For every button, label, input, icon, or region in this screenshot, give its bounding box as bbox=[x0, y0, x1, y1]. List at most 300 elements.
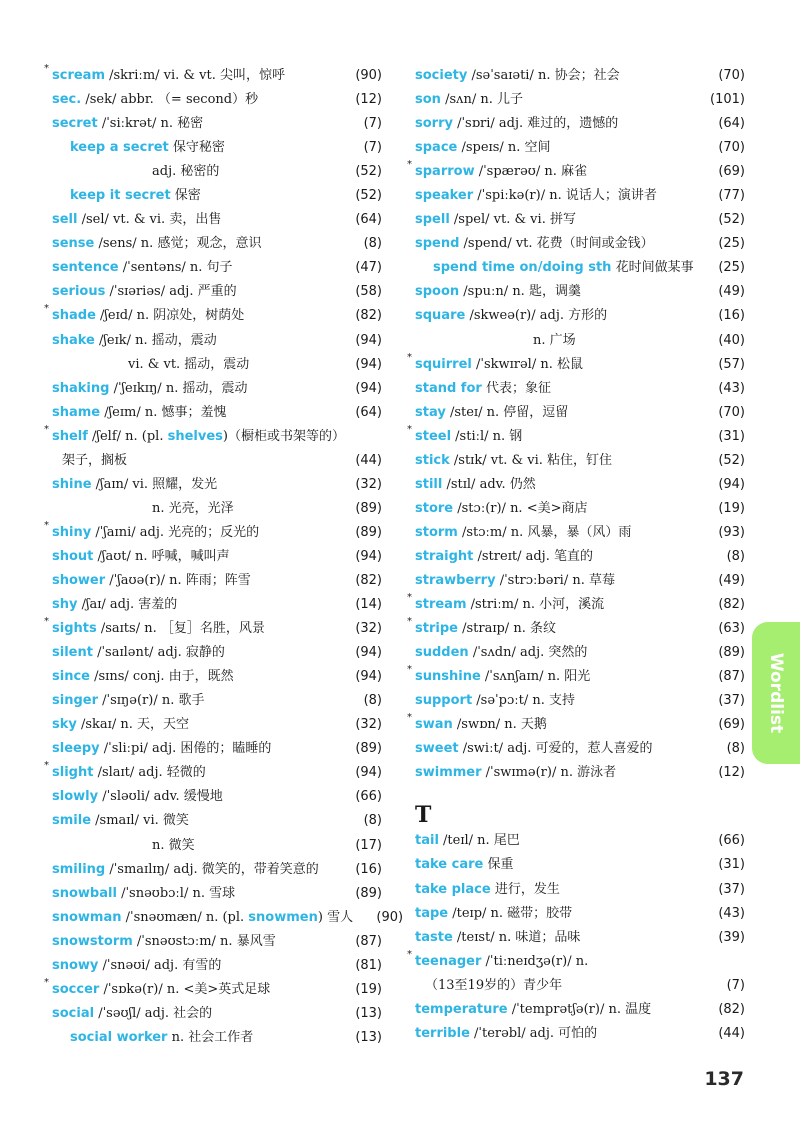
entry-text bbox=[415, 136, 695, 160]
definition: /stɪl/ adv. 仍然 bbox=[442, 476, 536, 492]
headword: slight bbox=[52, 765, 94, 781]
entry-text bbox=[415, 64, 695, 88]
definition: /ˈʃaɪni/ adj. 光亮的；反光的 bbox=[91, 524, 260, 540]
page-reference: (49) bbox=[718, 572, 745, 588]
entry-text bbox=[52, 280, 332, 304]
page-reference: (37) bbox=[718, 693, 745, 709]
page-reference: (16) bbox=[718, 308, 745, 324]
entry-text bbox=[415, 593, 695, 617]
wordlist-entry bbox=[415, 737, 745, 761]
page-reference: (40) bbox=[718, 332, 745, 348]
page-reference: (70) bbox=[718, 68, 745, 83]
definition: /ˈsəʊʃl/ adj. 社会的 bbox=[94, 1005, 213, 1021]
headword: shower bbox=[52, 572, 106, 588]
page-reference: (32) bbox=[355, 717, 382, 733]
page-reference: (19) bbox=[718, 500, 745, 516]
page-reference: (89) bbox=[718, 645, 745, 661]
definition: /ˈsliːpi/ adj. 困倦的；瞌睡的 bbox=[99, 741, 272, 757]
wordlist-entry bbox=[415, 88, 745, 112]
page-reference: (8) bbox=[363, 236, 382, 252]
page-reference: (52) bbox=[718, 212, 745, 228]
wordlist-entry bbox=[52, 689, 382, 713]
entry-text bbox=[52, 497, 332, 521]
definition: vi. & vt. 摇动，震动 bbox=[128, 356, 250, 372]
page-reference: (90) bbox=[376, 909, 404, 925]
headword: sorry bbox=[415, 116, 453, 132]
page-reference: (70) bbox=[718, 404, 745, 420]
definition: 保守秘密 bbox=[168, 140, 225, 156]
entry-text bbox=[52, 232, 332, 256]
definition: /ˈstrɔːbəri/ n. 草莓 bbox=[495, 572, 615, 588]
definition: /steɪ/ n. 停留，逗留 bbox=[445, 404, 569, 420]
wordlist-entry bbox=[415, 521, 745, 545]
wordlist-entry bbox=[44, 616, 382, 641]
headword: spend bbox=[415, 236, 460, 252]
page-reference: (7) bbox=[363, 140, 382, 156]
wordlist-entry bbox=[52, 545, 382, 569]
wordlist-entry bbox=[52, 569, 382, 593]
headword: sleepy bbox=[52, 741, 100, 757]
definition: /ˈterəbl/ adj. 可怕的 bbox=[469, 1025, 598, 1041]
wordlist-entry bbox=[415, 184, 745, 208]
wordlist-entry bbox=[52, 449, 382, 473]
wordlist-entry bbox=[52, 280, 382, 304]
entry-text bbox=[415, 473, 695, 497]
page-reference: (25) bbox=[718, 260, 745, 276]
definition: /skaɪ/ n. 天，天空 bbox=[76, 717, 189, 733]
entry-text bbox=[415, 878, 695, 902]
definition: /ˈsnəʊmæn/ n. (pl. bbox=[121, 909, 249, 925]
entry-text bbox=[415, 329, 695, 353]
headword: take place bbox=[415, 881, 491, 897]
wordlist-entry bbox=[407, 423, 745, 449]
definition: /ʃaɪn/ vi. 照耀，发光 bbox=[91, 476, 218, 492]
headword: space bbox=[415, 140, 458, 156]
wordlist-entry bbox=[52, 858, 382, 882]
headword: sense bbox=[52, 236, 95, 252]
entry-text bbox=[415, 425, 695, 449]
page-reference: (8) bbox=[363, 693, 382, 709]
wordlist-entry bbox=[407, 351, 745, 377]
wordlist-entry bbox=[407, 159, 745, 184]
headword: straight bbox=[415, 548, 474, 564]
entry-text bbox=[52, 304, 332, 328]
page-reference: (89) bbox=[355, 524, 382, 540]
definition: /slaɪt/ adj. 轻微的 bbox=[93, 765, 206, 781]
entry-text bbox=[415, 521, 695, 545]
headword: spoon bbox=[415, 284, 460, 300]
headword: society bbox=[415, 68, 468, 83]
entry-text bbox=[415, 1022, 695, 1046]
headword: shaking bbox=[52, 380, 110, 396]
entry-text bbox=[52, 136, 332, 160]
star-marker-icon: * bbox=[44, 519, 49, 531]
entry-text bbox=[52, 834, 332, 858]
wordlist-entry bbox=[52, 377, 382, 401]
wordlist-entry bbox=[52, 641, 382, 665]
definition: /spel/ vt. & vi. 拼写 bbox=[449, 212, 576, 228]
definition: 架子，搁板 bbox=[62, 452, 128, 468]
wordlist-entry bbox=[415, 829, 745, 853]
entry-text bbox=[52, 425, 345, 449]
entry-text bbox=[415, 761, 695, 785]
definition: 保重 bbox=[483, 857, 514, 873]
definition: /sɪns/ conj. 由于，既然 bbox=[89, 669, 234, 685]
headword: social worker bbox=[70, 1029, 168, 1045]
headword: snowball bbox=[52, 885, 117, 901]
page-reference: (94) bbox=[355, 765, 382, 781]
wordlist-entry bbox=[52, 401, 382, 425]
wordlist-entry bbox=[415, 926, 745, 950]
wordlist-entry bbox=[52, 665, 382, 689]
entry-text bbox=[52, 449, 332, 473]
headword: still bbox=[415, 476, 443, 492]
page-reference: (49) bbox=[718, 284, 745, 300]
definition: adj. 秘密的 bbox=[152, 164, 220, 180]
headword: soccer bbox=[52, 981, 100, 997]
definition: /speɪs/ n. 空间 bbox=[457, 140, 551, 156]
page-number: 137 bbox=[704, 1068, 744, 1090]
headword: store bbox=[415, 500, 454, 516]
definition: /ʃeɪm/ n. 憾事；羞愧 bbox=[100, 404, 227, 420]
entry-text bbox=[415, 184, 695, 208]
headword: shelf bbox=[52, 428, 88, 444]
page-reference: (44) bbox=[718, 1025, 745, 1041]
page-reference: (69) bbox=[718, 164, 745, 180]
page-reference: (94) bbox=[355, 645, 382, 661]
headword: teenager bbox=[415, 953, 482, 969]
headword: snowy bbox=[52, 957, 99, 973]
page-reference: (82) bbox=[355, 308, 382, 324]
definition: /səˈpɔːt/ n. 支持 bbox=[472, 693, 575, 709]
wordlist-entry bbox=[44, 760, 382, 785]
wordlist-entry bbox=[407, 948, 745, 974]
wordlist-entry bbox=[44, 423, 382, 449]
headword: stripe bbox=[415, 621, 458, 637]
wordlist-entry bbox=[52, 112, 382, 136]
wordlist-entry bbox=[44, 519, 382, 545]
definition: 代表；象征 bbox=[481, 380, 551, 396]
star-marker-icon: * bbox=[407, 592, 412, 604]
wordlist-entry bbox=[52, 593, 382, 617]
definition: /ˈspiːkə(r)/ n. 说话人；演讲者 bbox=[473, 188, 657, 204]
wordlist-entry bbox=[52, 497, 382, 521]
star-marker-icon: * bbox=[44, 423, 49, 435]
star-marker-icon: * bbox=[44, 303, 49, 315]
entry-text bbox=[52, 353, 332, 377]
star-marker-icon: * bbox=[407, 159, 412, 171]
entry-text bbox=[52, 401, 332, 425]
definition: /teɪp/ n. 磁带；胶带 bbox=[448, 905, 573, 921]
definition: 保密 bbox=[170, 188, 201, 204]
star-marker-icon: * bbox=[44, 760, 49, 772]
definition: /teɪst/ n. 味道；品味 bbox=[452, 929, 581, 945]
headword: since bbox=[52, 669, 90, 685]
headword: squirrel bbox=[415, 356, 472, 372]
headword: snowstorm bbox=[52, 933, 133, 949]
star-marker-icon: * bbox=[407, 423, 412, 435]
definition: /sens/ n. 感觉；观念，意识 bbox=[94, 236, 262, 252]
page-reference: (66) bbox=[355, 789, 382, 805]
entry-text bbox=[415, 88, 695, 112]
headword: sparrow bbox=[415, 164, 475, 180]
headword: secret bbox=[52, 116, 98, 132]
page-reference: (82) bbox=[718, 597, 745, 613]
entry-text bbox=[52, 329, 332, 353]
definition: /sʌn/ n. 儿子 bbox=[440, 92, 523, 108]
page-reference: (13) bbox=[355, 1029, 382, 1045]
definition: n. 广场 bbox=[533, 332, 576, 348]
definition: /ʃaɪ/ adj. 害羞的 bbox=[77, 597, 178, 613]
page-reference: (16) bbox=[355, 861, 382, 877]
page-reference: (82) bbox=[718, 1001, 745, 1017]
definition: /ˈsɪŋə(r)/ n. 歌手 bbox=[97, 693, 205, 709]
definition: /ʃelf/ n. (pl. bbox=[87, 428, 168, 444]
headword: snowman bbox=[52, 909, 122, 925]
definition: /ˈtemprətʃə(r)/ n. 温度 bbox=[507, 1001, 652, 1017]
wordlist-entry bbox=[407, 664, 745, 689]
entry-text bbox=[415, 617, 695, 641]
wordlist-entry bbox=[415, 232, 745, 256]
entry-text bbox=[415, 641, 695, 665]
entry-text bbox=[52, 473, 332, 497]
entry-text bbox=[52, 112, 332, 136]
wordlist-entry bbox=[52, 232, 382, 256]
page-reference: (47) bbox=[355, 260, 382, 276]
definition: /ˈsnəʊbɔːl/ n. 雪球 bbox=[116, 885, 236, 901]
page-reference: (93) bbox=[718, 524, 745, 540]
entry-text bbox=[415, 665, 695, 689]
headword: support bbox=[415, 693, 473, 709]
headword: keep it secret bbox=[70, 188, 171, 204]
headword-plural: snowmen bbox=[248, 909, 318, 925]
entry-text bbox=[415, 112, 695, 136]
headword: terrible bbox=[415, 1025, 470, 1041]
star-marker-icon: * bbox=[44, 63, 49, 74]
wordlist-entry bbox=[415, 497, 745, 521]
wordlist-side-tab bbox=[752, 622, 800, 764]
page-reference: (17) bbox=[355, 837, 382, 853]
wordlist-entry bbox=[52, 353, 382, 377]
entry-text bbox=[415, 256, 695, 280]
entry-text bbox=[415, 974, 695, 998]
definition: /smaɪl/ vi. 微笑 bbox=[91, 813, 189, 829]
page-reference: (19) bbox=[355, 981, 382, 997]
wordlist-entry bbox=[52, 88, 382, 112]
headword: shiny bbox=[52, 524, 92, 540]
wordlist-entry bbox=[52, 1026, 382, 1050]
page-reference: (8) bbox=[726, 548, 745, 564]
page-reference: (94) bbox=[355, 332, 382, 348]
page-reference: (37) bbox=[718, 881, 745, 897]
entry-text bbox=[415, 353, 695, 377]
entry-text bbox=[415, 208, 695, 232]
page-reference: (77) bbox=[718, 188, 745, 204]
page-reference: (8) bbox=[726, 741, 745, 757]
headword: storm bbox=[415, 524, 458, 540]
definition-tail: ) 雪人 bbox=[317, 909, 354, 925]
star-marker-icon: * bbox=[44, 976, 49, 988]
headword: swimmer bbox=[415, 765, 482, 781]
headword: sec. bbox=[52, 92, 82, 108]
wordlist-entry bbox=[52, 184, 382, 208]
page-reference: (66) bbox=[718, 833, 745, 849]
headword: swan bbox=[415, 717, 453, 733]
page-reference: (43) bbox=[718, 380, 745, 396]
entry-text bbox=[52, 906, 353, 930]
page-reference: (57) bbox=[718, 356, 745, 372]
wordlist-entry bbox=[415, 329, 745, 353]
page-reference: (58) bbox=[355, 284, 382, 300]
headword: spend time on/doing sth bbox=[433, 260, 612, 276]
entry-text bbox=[52, 713, 332, 737]
definition: 进行，发生 bbox=[490, 881, 560, 897]
page-reference: (87) bbox=[718, 669, 745, 685]
headword: singer bbox=[52, 693, 98, 709]
definition: /ˈsiːkrət/ n. 秘密 bbox=[97, 116, 204, 132]
entry-text bbox=[415, 737, 695, 761]
wordlist-entry bbox=[44, 63, 382, 88]
headword: serious bbox=[52, 284, 106, 300]
headword: steel bbox=[415, 428, 452, 444]
wordlist-entry bbox=[415, 569, 745, 593]
definition: /striːm/ n. 小河，溪流 bbox=[466, 597, 605, 613]
definition: /stɔː(r)/ n. <美>商店 bbox=[453, 500, 588, 516]
definition: /sel/ vt. & vi. 卖，出售 bbox=[77, 212, 222, 228]
page-reference: (12) bbox=[355, 92, 382, 108]
entry-text bbox=[415, 497, 695, 521]
entry-text bbox=[52, 978, 332, 1002]
star-marker-icon: * bbox=[407, 351, 412, 363]
wordlist-entry bbox=[415, 998, 745, 1022]
definition: /teɪl/ n. 尾巴 bbox=[438, 833, 520, 849]
definition: /swɒn/ n. 天鹅 bbox=[452, 717, 547, 733]
definition: /skweə(r)/ adj. 方形的 bbox=[465, 308, 608, 324]
definition: /ˈsʌnʃaɪn/ n. 阳光 bbox=[480, 669, 591, 685]
headword: sentence bbox=[52, 260, 119, 276]
definition: /ˈskwɪrəl/ n. 松鼠 bbox=[471, 356, 583, 372]
wordlist-entry bbox=[415, 256, 745, 280]
headword: tape bbox=[415, 905, 449, 921]
definition: /spuːn/ n. 匙，调羹 bbox=[459, 284, 581, 300]
page-reference: (7) bbox=[726, 977, 745, 993]
page-reference: (32) bbox=[355, 476, 382, 492]
headword: stay bbox=[415, 404, 446, 420]
page-reference: (25) bbox=[718, 236, 745, 252]
definition: /ˈʃaʊə(r)/ n. 阵雨；阵雪 bbox=[105, 572, 251, 588]
definition: /skriːm/ vi. & vt. 尖叫，惊呼 bbox=[105, 68, 285, 83]
entry-text bbox=[52, 1026, 332, 1050]
definition: /ˈsmaɪlɪŋ/ adj. 微笑的，带着笑意的 bbox=[105, 861, 319, 877]
headword: temperature bbox=[415, 1001, 508, 1017]
wordlist-entry bbox=[415, 902, 745, 926]
definition: /ˈsentəns/ n. 句子 bbox=[118, 260, 233, 276]
star-marker-icon: * bbox=[407, 712, 412, 724]
definition: （13至19岁的）青少年 bbox=[425, 977, 563, 993]
entry-text bbox=[415, 829, 695, 853]
wordlist-entry bbox=[52, 882, 382, 906]
entry-text bbox=[415, 280, 695, 304]
wordlist-entry bbox=[52, 834, 382, 858]
headword: spell bbox=[415, 212, 450, 228]
headword: sudden bbox=[415, 645, 469, 661]
page-reference: (70) bbox=[718, 140, 745, 156]
entry-text bbox=[52, 641, 332, 665]
wordlist-entry bbox=[52, 136, 382, 160]
page-reference: (52) bbox=[355, 188, 382, 204]
page-reference: (81) bbox=[355, 957, 382, 973]
entry-text bbox=[415, 689, 695, 713]
wordlist-entry bbox=[415, 761, 745, 785]
entry-text bbox=[415, 998, 695, 1022]
definition: /ˈsləʊli/ adv. 缓慢地 bbox=[98, 789, 223, 805]
wordlist-entry bbox=[415, 136, 745, 160]
page-reference: (94) bbox=[355, 356, 382, 372]
wordlist-entry bbox=[415, 545, 745, 569]
entry-text bbox=[52, 809, 332, 833]
entry-text bbox=[415, 304, 695, 328]
entry-text bbox=[52, 737, 332, 761]
page-reference: (43) bbox=[718, 905, 745, 921]
wordlist-entry bbox=[52, 713, 382, 737]
entry-text bbox=[415, 902, 695, 926]
entry-text bbox=[415, 926, 695, 950]
headword: sunshine bbox=[415, 669, 481, 685]
wordlist-entry bbox=[415, 304, 745, 328]
headword: taste bbox=[415, 929, 453, 945]
wordlist-entry bbox=[415, 449, 745, 473]
page-reference: (101) bbox=[710, 92, 745, 108]
wordlist-entry bbox=[415, 974, 745, 998]
wordlist-entry bbox=[415, 280, 745, 304]
definition: /stiːl/ n. 钢 bbox=[451, 428, 523, 444]
definition: /saɪts/ n. ［复］名胜，风景 bbox=[96, 621, 265, 637]
page-reference: (94) bbox=[355, 548, 382, 564]
page-reference: (69) bbox=[718, 717, 745, 733]
wordlist-column-right bbox=[407, 64, 745, 1046]
page-reference: (31) bbox=[718, 857, 745, 873]
star-marker-icon: * bbox=[407, 948, 412, 960]
entry-text bbox=[52, 785, 332, 809]
definition: /sek/ abbr. （= second）秒 bbox=[81, 92, 259, 108]
entry-text bbox=[52, 545, 332, 569]
wordlist-entry bbox=[415, 878, 745, 902]
wordlist-entry bbox=[415, 208, 745, 232]
definition: /ˈspærəʊ/ n. 麻雀 bbox=[474, 164, 588, 180]
wordlist-entry bbox=[52, 954, 382, 978]
wordlist-entry bbox=[52, 160, 382, 184]
headword: shame bbox=[52, 404, 101, 420]
definition: /spend/ vt. 花费（时间或金钱） bbox=[459, 236, 654, 252]
entry-text bbox=[415, 545, 695, 569]
wordlist-entry bbox=[52, 473, 382, 497]
wordlist-entry bbox=[407, 616, 745, 641]
entry-text bbox=[52, 882, 332, 906]
entry-text bbox=[415, 401, 695, 425]
wordlist-column-left bbox=[44, 63, 404, 1050]
definition: /swiːt/ adj. 可爱的，惹人喜爱的 bbox=[458, 741, 653, 757]
headword: tail bbox=[415, 833, 439, 849]
headword: shine bbox=[52, 476, 92, 492]
star-marker-icon: * bbox=[44, 616, 49, 628]
entry-text bbox=[415, 713, 695, 737]
wordlist-entry bbox=[44, 303, 382, 328]
definition: /ˈsɒri/ adj. 难过的，遗憾的 bbox=[452, 116, 619, 132]
headword: strawberry bbox=[415, 572, 496, 588]
wordlist-entry bbox=[44, 976, 382, 1002]
headword: sights bbox=[52, 621, 97, 637]
wordlist-entry bbox=[52, 256, 382, 280]
